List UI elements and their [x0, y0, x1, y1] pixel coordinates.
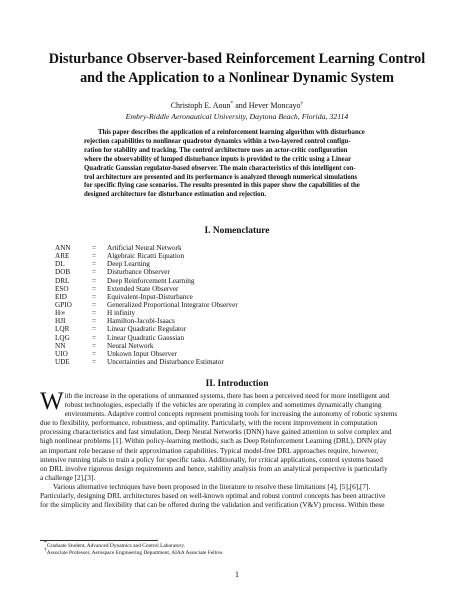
- nomenclature-equals: =: [92, 325, 97, 334]
- abstract-line: This paper describes the application of a reinforcement learning algorithm with disturbance: [98, 129, 365, 136]
- nomenclature-equals: =: [92, 317, 97, 326]
- nomenclature-abbreviation: NN: [55, 341, 66, 350]
- nomenclature-entry: [55, 244, 435, 252]
- nomenclature-equals: =: [92, 276, 97, 285]
- title-line-2: and the Application to a Nonlinear Dynamic System: [80, 70, 394, 86]
- abstract-line: ration for stability and tracking. The control architecture uses an actor-critic configuration: [84, 146, 348, 154]
- nomenclature-equals: =: [92, 284, 97, 293]
- footnote-mark: †: [300, 100, 304, 107]
- nomenclature-abbreviation: H∞: [55, 309, 66, 318]
- body-line: on DRL involve rigorous design requirements and hence, stability analysis from an analytical perspective is particularly: [40, 464, 388, 473]
- nomenclature-heading: I. Nomenclature: [204, 226, 270, 236]
- affiliation: Embry-Riddle Aeronautical University, Daytona Beach, Florida, 32114: [125, 112, 349, 121]
- abstract-line: where the observability of lumped disturbance inputs is provided to the critic using a Linear: [84, 155, 352, 163]
- body-line: Various alternative techniques have been proposed in the literature to resolve these limitations [4], [5],[6],[7].: [53, 482, 371, 491]
- nomenclature-equals: =: [92, 268, 97, 277]
- body-line: due to flexibility, performance, robustness, and optimality. Particularly, with the recent improvement in computation: [40, 419, 378, 428]
- body-line: robust technologies, especially if the vehicles are operating in complex and sometimes dynamically changing: [64, 401, 382, 410]
- nomenclature-equals: =: [92, 300, 97, 309]
- nomenclature-entry: [55, 268, 435, 276]
- nomenclature-definition: Linear Quadratic Gaussian: [107, 333, 185, 342]
- nomenclature-definition: Hamilton-Jacobi-Isaacs: [107, 317, 175, 326]
- nomenclature-definition: Algebraic Ricatti Equation: [107, 252, 185, 261]
- title-line-1: Disturbance Observer-based Reinforcement Learning Control: [48, 51, 426, 67]
- footnote: [44, 547, 424, 557]
- nomenclature-entry: [55, 342, 435, 350]
- author-list: [40, 101, 434, 111]
- nomenclature-entry: [55, 317, 435, 325]
- nomenclature-definition: H infinity: [107, 309, 136, 318]
- nomenclature-abbreviation: ESO: [55, 284, 69, 293]
- abstract-line: rejection capabilities to nonlinear quadrotor dynamics within a two-layered control configu-: [84, 137, 351, 145]
- nomenclature-entry: [55, 252, 435, 260]
- nomenclature-entry: [55, 285, 435, 293]
- body-line: processing characteristics and fast simulation, Deep Neural Networks (DNN) have gained attention to solve complex and: [40, 428, 392, 437]
- nomenclature-abbreviation: LQG: [55, 333, 70, 342]
- nomenclature-abbreviation: DL: [55, 260, 65, 269]
- nomenclature-definition: Disturbance Observer: [107, 268, 170, 277]
- nomenclature-equals: =: [92, 260, 97, 269]
- body-line: for the simplicity and flexibility that can be offered during the validation and verification (V&V) process. Within these: [40, 501, 385, 510]
- nomenclature-entry: [55, 293, 435, 301]
- nomenclature-definition: Generalized Proportional Integrator Observer: [107, 300, 238, 309]
- footnote-mark: *: [230, 100, 234, 107]
- nomenclature-abbreviation: DOB: [55, 268, 71, 277]
- nomenclature-equals: =: [92, 349, 97, 358]
- footnote-text: Associate Professor, Aerospace Engineering Department, AIAA Associate Fellow: [46, 550, 223, 557]
- body-line: high nonlinear problems [1]. Within policy-learning methods, such as Deep Reinforcement Learning (DRL), DNN play: [40, 437, 387, 446]
- abstract: [84, 129, 390, 200]
- footnote-mark: *: [44, 540, 47, 547]
- nomenclature-definition: Unkown Input Observer: [107, 349, 177, 358]
- nomenclature-definition: Neural Network: [107, 341, 154, 350]
- abstract-line: for specific flying case scenarios. The results presented in this paper show the capabilities of the: [84, 182, 360, 190]
- footnote-rule: [40, 540, 158, 541]
- nomenclature-definition: Deep Learning: [107, 260, 150, 269]
- author-joiner: and: [233, 101, 249, 110]
- nomenclature-abbreviation: UDE: [55, 357, 70, 366]
- footnote-text: Graduate Student, Advanced Dynamics and Control Laboratory.: [46, 543, 186, 549]
- nomenclature-equals: =: [92, 309, 97, 318]
- nomenclature-equals: =: [92, 341, 97, 350]
- nomenclature-entry: [55, 358, 435, 366]
- abstract-line: designed architecture for disturbance estimation and rejection.: [84, 191, 267, 199]
- nomenclature-abbreviation: LQR: [55, 325, 70, 334]
- nomenclature-list: [55, 244, 435, 366]
- author-name: Hever Moncayo: [248, 101, 301, 110]
- abstract-line: trol architecture are presented and its performance is analyzed through numerical simulations: [84, 173, 358, 181]
- author-name: Christoph E. Aoun: [170, 101, 231, 110]
- page-number: 1: [235, 570, 239, 579]
- nomenclature-abbreviation: UIO: [55, 349, 68, 358]
- nomenclature-definition: Equivalent-Input-Disturbance: [107, 292, 193, 301]
- nomenclature-abbreviation: ARE: [55, 252, 70, 261]
- nomenclature-definition: Deep Reinforcement Learning: [107, 276, 195, 285]
- nomenclature-equals: =: [92, 292, 97, 301]
- nomenclature-entry: [55, 260, 435, 268]
- body-line: a challenge [2],[3].: [40, 473, 96, 482]
- nomenclature-entry: [55, 350, 435, 358]
- nomenclature-abbreviation: GPIO: [55, 300, 72, 309]
- paper-title: [40, 50, 434, 88]
- drop-cap: W: [40, 388, 64, 415]
- nomenclature-equals: =: [92, 357, 97, 366]
- nomenclature-definition: Linear Quadratic Regulator: [107, 325, 187, 334]
- nomenclature-abbreviation: EID: [55, 292, 67, 301]
- nomenclature-equals: =: [92, 252, 97, 261]
- nomenclature-entry: [55, 309, 435, 317]
- abstract-line: Quadratic Gaussian regulator-based observer. The main characteristics of this intelligent con-: [84, 164, 356, 172]
- nomenclature-definition: Extended State Observer: [107, 284, 179, 293]
- footnotes: [44, 540, 424, 557]
- nomenclature-definition: Artificial Neural Network: [107, 244, 182, 252]
- nomenclature-definition: Uncertainties and Disturbance Estimator: [107, 357, 224, 366]
- introduction-heading: II. Introduction: [205, 379, 269, 389]
- introduction-body: [40, 388, 434, 510]
- nomenclature-equals: =: [92, 244, 97, 252]
- body-line: environments. Adaptive control concepts represent promising tools for increasing the autonomy of robotic systems: [64, 410, 398, 419]
- nomenclature-entry: [55, 301, 435, 309]
- nomenclature-entry: [55, 277, 435, 285]
- nomenclature-entry: [55, 325, 435, 333]
- nomenclature-abbreviation: HJI: [55, 317, 66, 326]
- nomenclature-abbreviation: DRL: [55, 276, 70, 285]
- body-line: intensive running trials to train a policy for specific tasks. Additionally, for critical applications, control systems based: [40, 455, 383, 464]
- body-line: an important role because of their approximation capabilities. Typical model-free DRL approaches require, however,: [40, 446, 379, 455]
- body-line: ith the increase in the operations of unmanned systems, there has been a perceived need for more intelligent and: [64, 392, 390, 400]
- nomenclature-abbreviation: ANN: [55, 244, 71, 252]
- body-line: Particularly, designing DRL architectures based on well-known optimal and robust control concepts has been attractive: [40, 492, 386, 501]
- nomenclature-entry: [55, 334, 435, 342]
- nomenclature-equals: =: [92, 333, 97, 342]
- footnote-mark: †: [44, 547, 47, 554]
